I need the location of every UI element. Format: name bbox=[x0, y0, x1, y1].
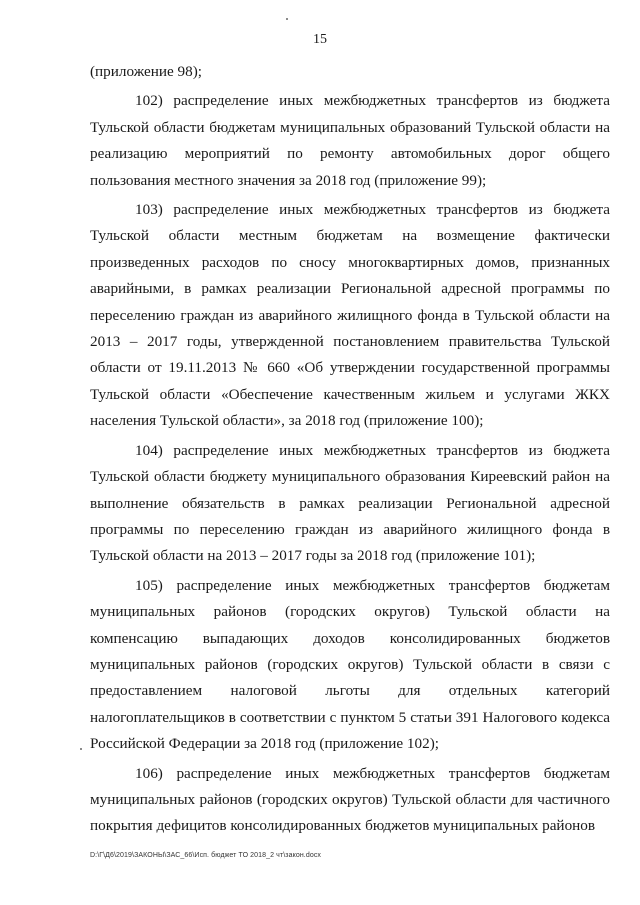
paragraph-item-102: 102) распределение иных межбюджетных трансфертов из бюджета Тульской области бюджетам муниципальных образований Тульской области на реализацию мероприятий по ремонту автомобильных дорог общего пользования местного значения за 2018 год (приложение 99); bbox=[90, 92, 610, 189]
paragraph-continuation: (приложение 98); bbox=[90, 63, 202, 80]
file-path-footer: D:\Г\Д6\2019\ЗАКОНЫ\ЗАС_66\Исп. бюджет ТО 2018_2 чт\закон.docx bbox=[90, 852, 322, 859]
scan-speck bbox=[80, 748, 82, 750]
scan-speck bbox=[286, 18, 288, 20]
paragraph-item-103: 103) распределение иных межбюджетных трансфертов из бюджета Тульской области местным бюджетам на возмещение фактически произведенных расходов по сносу многоквартирных домов, признанных аварийными, в рамках реализации Региональной адресной программы по переселению граждан из аварийного жилищного фонда в Тульской области на 2013 – 2017 годы, утвержденной постановлением правительства Тульской области от 19.11.2013 № 660 «Об утверждении государственной программы Тульской области «Обеспечение качественным жильем и услугами ЖКХ населения Тульской области», за 2018 год (приложение 100); bbox=[90, 201, 610, 430]
paragraph-item-104: 104) распределение иных межбюджетных трансфертов из бюджета Тульской области бюджету муниципального образования Киреевский район на выполнение обязательств в рамках реализации Региональной адресной программы по переселению граждан из аварийного жилищного фонда в Тульской области на 2013 – 2017 годы за 2018 год (приложение 101); bbox=[90, 441, 610, 565]
paragraph-item-106: 106) распределение иных межбюджетных трансфертов бюджетам муниципальных районов (городских округов) Тульской области для частичного покрытия дефицитов консолидированных бюджетов муниципальных районов bbox=[90, 764, 610, 835]
page-number: 15 bbox=[313, 32, 327, 47]
paragraph-item-105: 105) распределение иных межбюджетных трансфертов бюджетам муниципальных районов (городских округов) Тульской области на компенсацию выпадающих доходов консолидированных бюджетов муниципальных районов (городских округов) Тульской области в связи с предоставлением налоговой льготы для отдельных категорий налогоплательщиков в соответствии с пунктом 5 статьи 391 Налогового кодекса Российской Федерации за 2018 год (приложение 102); bbox=[90, 576, 610, 753]
document-body bbox=[90, 59, 610, 843]
